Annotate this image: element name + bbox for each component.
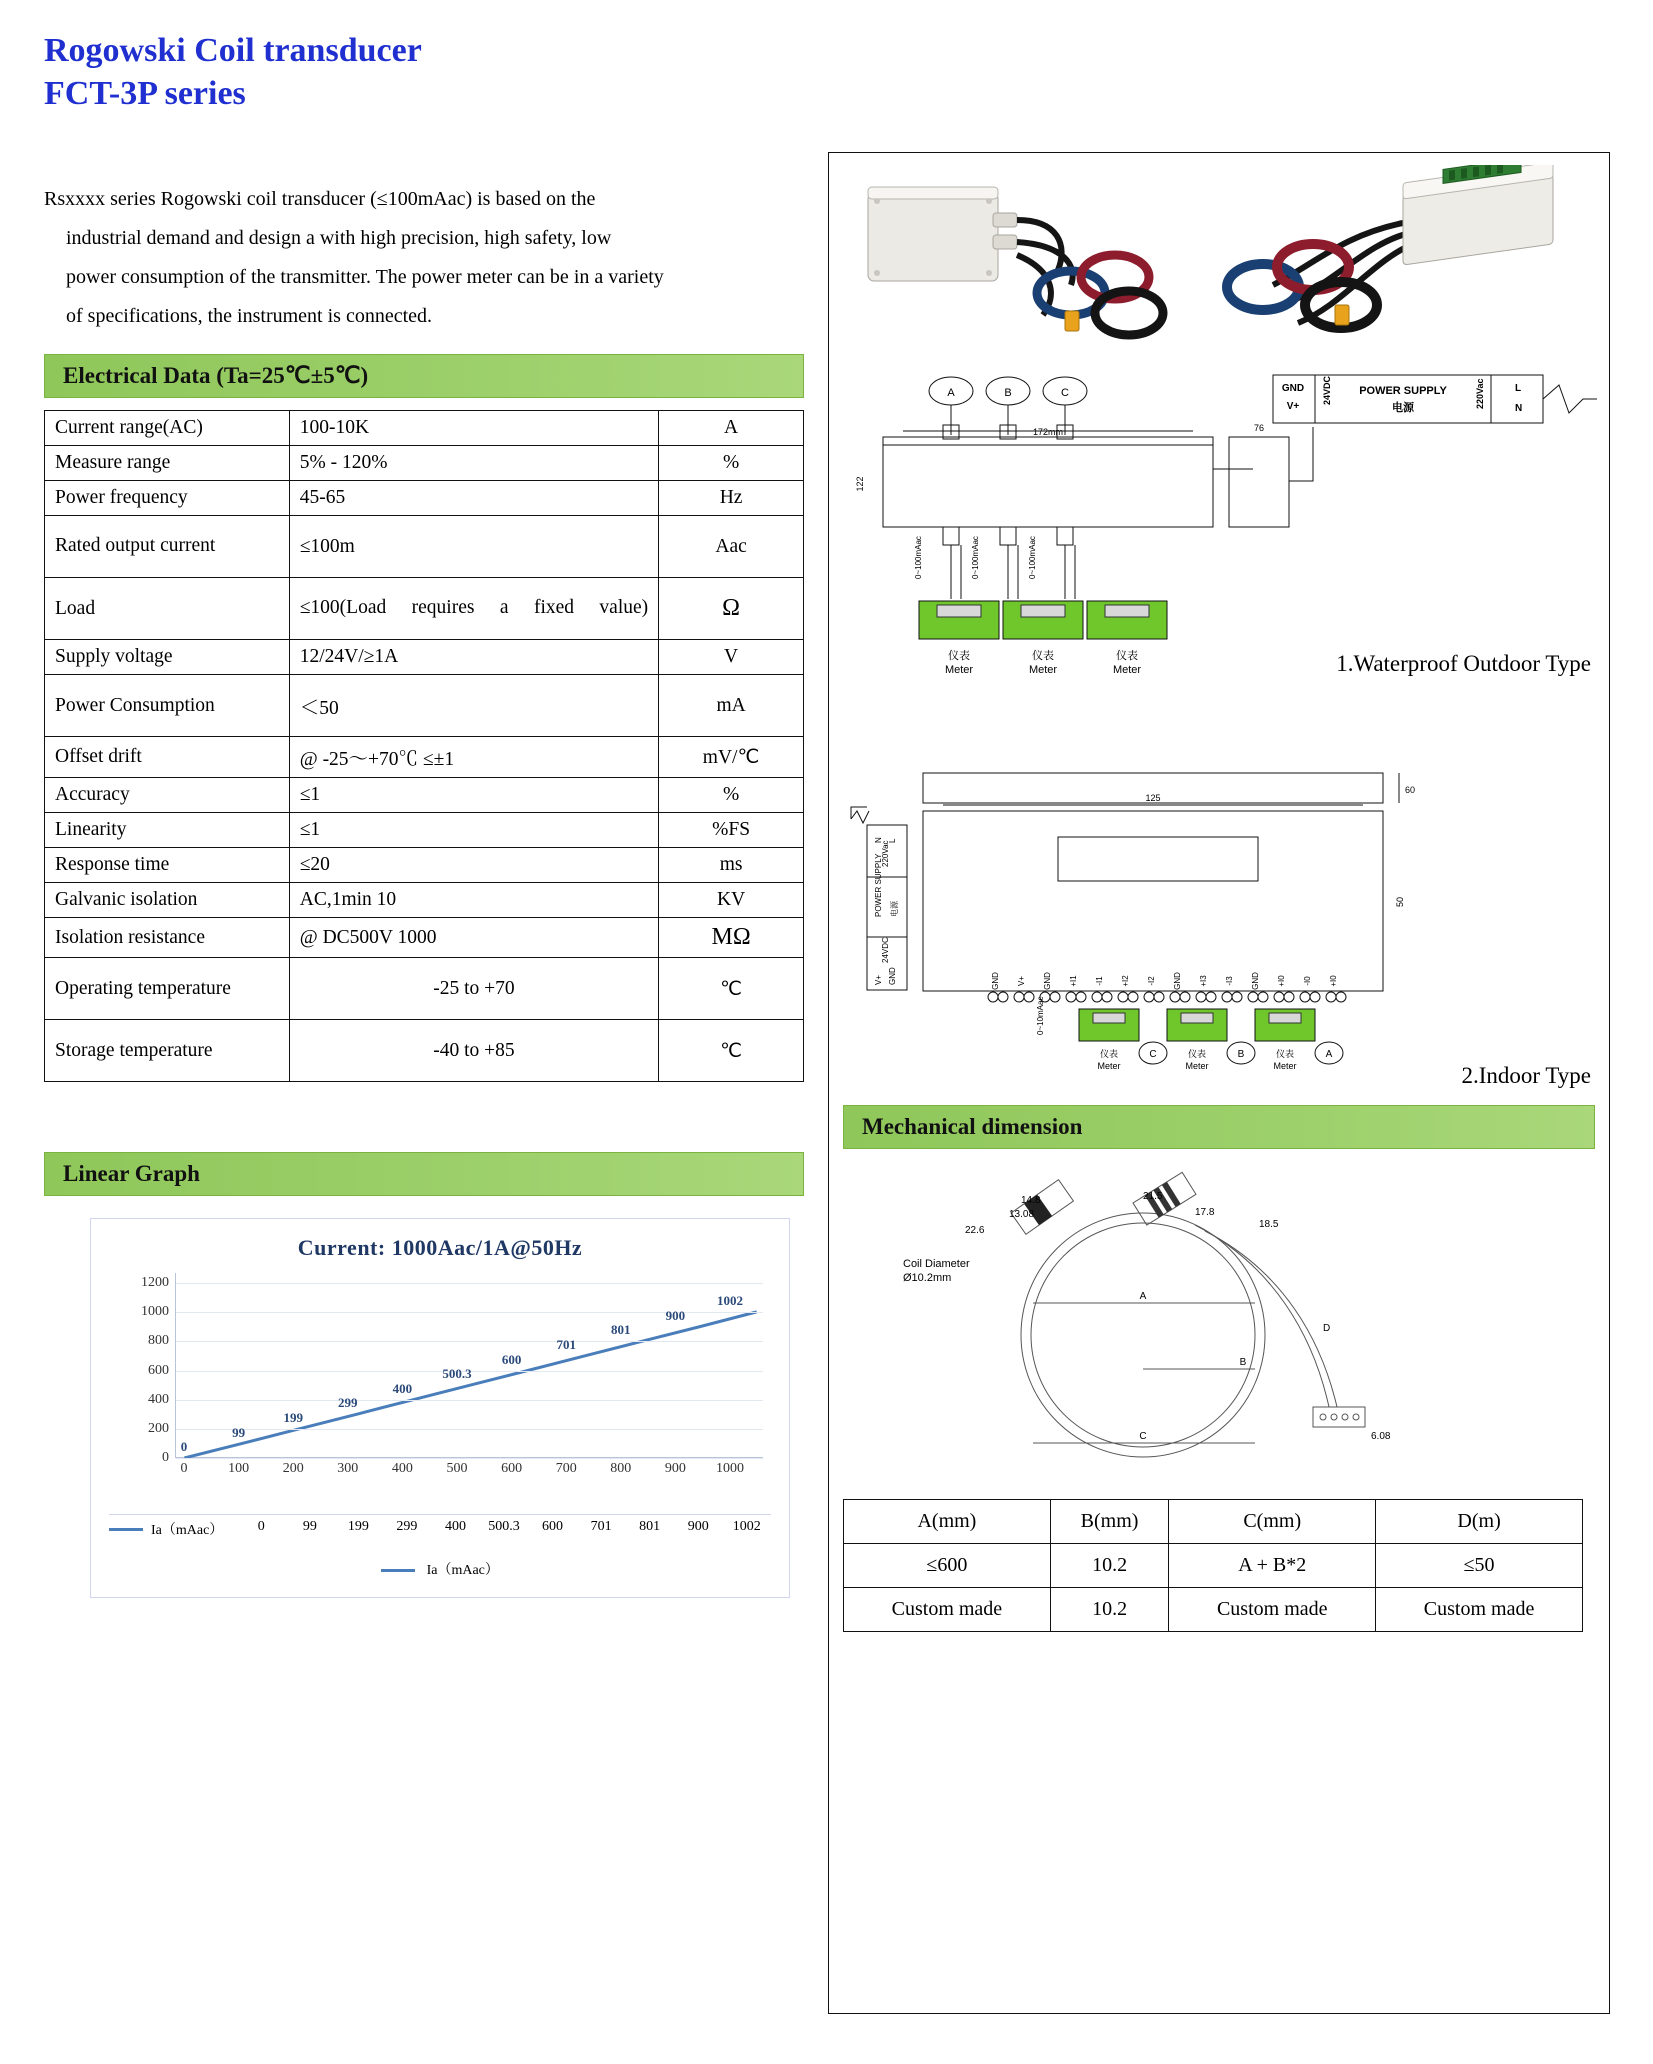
svg-text:B: B bbox=[1004, 387, 1012, 399]
svg-text:GND: GND bbox=[991, 972, 1000, 990]
chart-value-cell: 299 bbox=[396, 1519, 418, 1534]
svg-text:13.08: 13.08 bbox=[1009, 1209, 1035, 1220]
svg-text:+I0: +I0 bbox=[1329, 975, 1338, 987]
spec-param: Storage temperature bbox=[45, 1020, 290, 1082]
spec-unit: KV bbox=[659, 883, 804, 918]
svg-text:24VDC: 24VDC bbox=[881, 937, 890, 963]
svg-text:172mm: 172mm bbox=[1032, 427, 1064, 437]
chart-value-cell: 500.3 bbox=[488, 1519, 520, 1534]
svg-text:125: 125 bbox=[1145, 793, 1161, 803]
spec-param: Offset drift bbox=[45, 737, 290, 778]
chart-x-tick: 800 bbox=[610, 1461, 632, 1476]
chart-data-table bbox=[109, 1514, 771, 1539]
chart-plot-area bbox=[109, 1273, 771, 1476]
intro-line-1: Rsxxxx series Rogowski coil transducer (≤100mAac) is based on the bbox=[44, 188, 596, 210]
svg-text:GND: GND bbox=[1173, 972, 1182, 990]
spec-param: Power Consumption bbox=[45, 675, 290, 737]
chart-x-tick: 600 bbox=[501, 1461, 523, 1476]
left-column bbox=[44, 180, 804, 1598]
chart-legend-entry bbox=[109, 1514, 237, 1539]
spec-unit: %FS bbox=[659, 813, 804, 848]
svg-text:C: C bbox=[1149, 1049, 1157, 1060]
table-row bbox=[45, 640, 804, 675]
chart-gridline bbox=[176, 1429, 763, 1430]
table-row bbox=[45, 848, 804, 883]
svg-text:0~100mAac: 0~100mAac bbox=[914, 536, 923, 579]
section-header-linear-graph bbox=[44, 1152, 804, 1196]
chart-point-label: 500.3 bbox=[442, 1365, 472, 1381]
svg-text:V+: V+ bbox=[874, 974, 883, 985]
svg-text:Meter: Meter bbox=[1185, 1061, 1209, 1071]
chart-gridline bbox=[176, 1400, 763, 1401]
linear-graph-chart bbox=[90, 1218, 790, 1598]
table-row bbox=[45, 675, 804, 737]
chart-point-label: 0 bbox=[180, 1438, 188, 1454]
chart-value-cell: 199 bbox=[347, 1519, 369, 1534]
svg-text:V+: V+ bbox=[1286, 401, 1300, 412]
mechanical-drawing bbox=[843, 1155, 1595, 1485]
svg-text:GND: GND bbox=[1043, 972, 1052, 990]
svg-text:6.08: 6.08 bbox=[1371, 1431, 1391, 1442]
svg-text:0~100mAac: 0~100mAac bbox=[971, 536, 980, 579]
chart-gridline bbox=[176, 1283, 763, 1284]
chart-y-tick: 0 bbox=[162, 1450, 169, 1465]
svg-text:V+: V+ bbox=[1017, 975, 1026, 987]
product-photo bbox=[843, 165, 1595, 365]
product-photo-illustration bbox=[843, 165, 1597, 365]
svg-text:仪表: 仪表 bbox=[1032, 650, 1054, 662]
table-row bbox=[844, 1588, 1583, 1632]
spec-unit: % bbox=[659, 778, 804, 813]
intro-line-3: power consumption of the transmitter. The power meter can be in a variety bbox=[66, 266, 664, 288]
chart-x-tick: 300 bbox=[337, 1461, 359, 1476]
chart-y-tick: 1200 bbox=[141, 1275, 169, 1290]
svg-text:GND: GND bbox=[1251, 972, 1260, 990]
spec-value: @ -25～+70℃ ≤±1 bbox=[289, 737, 658, 778]
spec-value: AC,1min 10 bbox=[289, 883, 658, 918]
spec-unit: ℃ bbox=[659, 958, 804, 1020]
intro-line-2: industrial demand and design a with high precision, high safety, low bbox=[66, 227, 612, 249]
chart-point-label: 600 bbox=[501, 1351, 522, 1367]
spec-param: Operating temperature bbox=[45, 958, 290, 1020]
spec-unit: ms bbox=[659, 848, 804, 883]
chart-value-cell: 600 bbox=[542, 1519, 564, 1534]
chart-gridline bbox=[176, 1458, 763, 1459]
table-row bbox=[45, 578, 804, 640]
chart-point-label: 400 bbox=[392, 1380, 413, 1396]
spec-param: Response time bbox=[45, 848, 290, 883]
section-header-label: Electrical Data (Ta=25℃±5℃) bbox=[63, 363, 369, 388]
svg-text:POWER SUPPLY: POWER SUPPLY bbox=[1359, 385, 1447, 397]
legend-label: Ia（mAac） bbox=[426, 1563, 499, 1578]
spec-param: Galvanic isolation bbox=[45, 883, 290, 918]
chart-x-tick: 0 bbox=[180, 1461, 188, 1476]
svg-text:N: N bbox=[874, 837, 883, 843]
svg-text:-I0: -I0 bbox=[1303, 976, 1312, 986]
svg-text:24VDC: 24VDC bbox=[1322, 375, 1332, 405]
caption-outdoor-type: 1.Waterproof Outdoor Type bbox=[1336, 651, 1591, 676]
dim-cell: Custom made bbox=[1169, 1588, 1376, 1632]
title-line-1: Rogowski Coil transducer bbox=[44, 32, 422, 69]
chart-x-tick: 900 bbox=[664, 1461, 686, 1476]
chart-point-label: 199 bbox=[283, 1409, 303, 1425]
svg-text:0~10mAac: 0~10mAac bbox=[1036, 996, 1045, 1035]
dim-cell: Custom made bbox=[844, 1588, 1051, 1632]
spec-unit: Aac bbox=[659, 516, 804, 578]
chart-value-cell: 400 bbox=[444, 1519, 466, 1534]
svg-text:60: 60 bbox=[1405, 785, 1416, 795]
table-row bbox=[45, 481, 804, 516]
legend-label: Ia（mAac） bbox=[151, 1523, 224, 1538]
spec-param: Current range(AC) bbox=[45, 411, 290, 446]
table-row bbox=[45, 411, 804, 446]
spec-unit: MΩ bbox=[659, 918, 804, 958]
section-header-label: Mechanical dimension bbox=[862, 1114, 1083, 1139]
legend-color-swatch bbox=[381, 1569, 415, 1572]
svg-text:-I3: -I3 bbox=[1225, 976, 1234, 986]
spec-param: Power frequency bbox=[45, 481, 290, 516]
svg-text:C: C bbox=[1139, 1431, 1147, 1442]
chart-value-cell: 0 bbox=[257, 1519, 265, 1534]
svg-text:122: 122 bbox=[855, 476, 865, 492]
table-row bbox=[45, 958, 804, 1020]
chart-y-tick: 1000 bbox=[141, 1304, 169, 1320]
spec-unit: Hz bbox=[659, 481, 804, 516]
wiring-diagram-2-svg bbox=[843, 767, 1597, 1097]
svg-text:GND: GND bbox=[1281, 383, 1305, 394]
spec-value: 100-10K bbox=[289, 411, 658, 446]
svg-text:仪表: 仪表 bbox=[1116, 650, 1138, 662]
svg-text:L: L bbox=[888, 838, 897, 843]
chart-y-tick: 200 bbox=[148, 1420, 169, 1436]
svg-text:Meter: Meter bbox=[1097, 1061, 1121, 1071]
chart-y-tick: 400 bbox=[148, 1391, 169, 1407]
intro-paragraph bbox=[44, 180, 804, 336]
dimension-table bbox=[843, 1499, 1583, 1632]
chart-gridline bbox=[176, 1341, 763, 1342]
electrical-data-table bbox=[44, 410, 804, 1082]
chart-plot bbox=[175, 1273, 763, 1476]
spec-param: Accuracy bbox=[45, 778, 290, 813]
section-header-electrical-data bbox=[44, 354, 804, 398]
spec-unit: % bbox=[659, 446, 804, 481]
dim-cell: 10.2 bbox=[1050, 1588, 1168, 1632]
svg-text:Coil Diameter: Coil Diameter bbox=[903, 1258, 970, 1270]
spec-value: ＜50 bbox=[289, 675, 658, 737]
chart-value-cells bbox=[237, 1514, 771, 1539]
spec-unit: A bbox=[659, 411, 804, 446]
right-column bbox=[828, 152, 1610, 2014]
chart-point-label: 99 bbox=[232, 1424, 246, 1440]
wiring-diagram-indoor bbox=[843, 767, 1595, 1097]
spec-param: Rated output current bbox=[45, 516, 290, 578]
table-row bbox=[45, 1020, 804, 1082]
table-header-row bbox=[844, 1500, 1583, 1544]
svg-text:仪表: 仪表 bbox=[1275, 1049, 1295, 1059]
intro-line-4: of specifications, the instrument is connected. bbox=[66, 305, 433, 327]
svg-text:-I1: -I1 bbox=[1095, 976, 1104, 986]
table-row bbox=[45, 778, 804, 813]
svg-text:18.5: 18.5 bbox=[1259, 1219, 1279, 1230]
svg-text:电源: 电源 bbox=[1392, 402, 1414, 414]
chart-value-cell: 701 bbox=[590, 1519, 612, 1534]
svg-text:Meter: Meter bbox=[944, 664, 974, 676]
svg-text:仪表: 仪表 bbox=[1099, 1049, 1119, 1059]
dim-cell: 10.2 bbox=[1050, 1544, 1168, 1588]
table-row bbox=[45, 737, 804, 778]
chart-value-cell: 900 bbox=[687, 1519, 709, 1534]
dim-cell: ≤600 bbox=[844, 1544, 1051, 1588]
spec-value: -40 to +85 bbox=[289, 1020, 658, 1082]
chart-x-tick: 700 bbox=[555, 1461, 577, 1476]
spec-value: ≤20 bbox=[289, 848, 658, 883]
chart-x-tick: 1000 bbox=[716, 1461, 744, 1476]
chart-y-tick: 800 bbox=[148, 1333, 169, 1349]
svg-text:0~100mAac: 0~100mAac bbox=[1028, 536, 1037, 579]
caption-indoor-type: 2.Indoor Type bbox=[1461, 1063, 1591, 1088]
svg-text:+I0: +I0 bbox=[1277, 975, 1286, 987]
spec-value: 12/24V/≥1A bbox=[289, 640, 658, 675]
chart-x-tick: 400 bbox=[391, 1461, 413, 1476]
dim-cell: A + B*2 bbox=[1169, 1544, 1376, 1588]
svg-text:B: B bbox=[1237, 1049, 1245, 1060]
chart-y-axis bbox=[109, 1273, 175, 1465]
svg-text:B: B bbox=[1239, 1357, 1247, 1368]
section-header-label: Linear Graph bbox=[63, 1161, 200, 1186]
svg-text:220Vac: 220Vac bbox=[881, 840, 890, 867]
svg-text:GND: GND bbox=[888, 967, 897, 985]
spec-unit: mA bbox=[659, 675, 804, 737]
wiring-diagram-1-svg bbox=[843, 369, 1597, 761]
svg-text:Meter: Meter bbox=[1028, 664, 1058, 676]
document-title bbox=[44, 30, 422, 115]
title-line-2: FCT-3P series bbox=[44, 74, 246, 112]
svg-text:L: L bbox=[1515, 383, 1522, 394]
dim-cell: ≤50 bbox=[1376, 1544, 1583, 1588]
dim-header: A(mm) bbox=[844, 1500, 1051, 1544]
svg-text:Meter: Meter bbox=[1273, 1061, 1297, 1071]
spec-value: ≤1 bbox=[289, 778, 658, 813]
chart-point-label: 701 bbox=[556, 1336, 576, 1352]
spec-param: Load bbox=[45, 578, 290, 640]
chart-value-cell: 801 bbox=[639, 1519, 661, 1534]
dim-cell: Custom made bbox=[1376, 1588, 1583, 1632]
spec-unit: mV/℃ bbox=[659, 737, 804, 778]
svg-text:50: 50 bbox=[1395, 896, 1405, 907]
chart-point-label: 801 bbox=[611, 1321, 631, 1337]
spec-value: @ DC500V 1000 bbox=[289, 918, 658, 958]
svg-text:14.8: 14.8 bbox=[1021, 1195, 1041, 1206]
spec-unit: V bbox=[659, 640, 804, 675]
table-row bbox=[45, 883, 804, 918]
spec-param: Linearity bbox=[45, 813, 290, 848]
svg-text:仪表: 仪表 bbox=[948, 650, 970, 662]
chart-point-label: 900 bbox=[665, 1307, 686, 1323]
chart-value-cell: 99 bbox=[302, 1519, 317, 1534]
svg-text:22.6: 22.6 bbox=[965, 1225, 985, 1236]
spec-value: 45-65 bbox=[289, 481, 658, 516]
svg-text:+I2: +I2 bbox=[1121, 975, 1130, 987]
chart-x-tick: 500 bbox=[446, 1461, 468, 1476]
table-row bbox=[45, 918, 804, 958]
chart-point-label: 1002 bbox=[717, 1292, 743, 1308]
spec-unit: ℃ bbox=[659, 1020, 804, 1082]
svg-text:Meter: Meter bbox=[1112, 664, 1142, 676]
spec-value: 5% - 120% bbox=[289, 446, 658, 481]
svg-text:21.5: 21.5 bbox=[1143, 1191, 1163, 1202]
svg-text:-I2: -I2 bbox=[1147, 976, 1156, 986]
svg-text:A: A bbox=[1139, 1291, 1147, 1302]
svg-text:D: D bbox=[1323, 1323, 1331, 1334]
wiring-diagram-outdoor bbox=[843, 369, 1595, 761]
dim-header: C(mm) bbox=[1169, 1500, 1376, 1544]
svg-text:A: A bbox=[947, 387, 955, 399]
svg-text:Ø10.2mm: Ø10.2mm bbox=[903, 1272, 952, 1284]
spec-value: -25 to +70 bbox=[289, 958, 658, 1020]
spec-param: Measure range bbox=[45, 446, 290, 481]
chart-title: Current: 1000Aac/1A@50Hz bbox=[297, 1235, 583, 1260]
chart-value-cell: 1002 bbox=[732, 1519, 761, 1534]
spec-value: ≤100(Load requires a fixed value) bbox=[289, 578, 658, 640]
spec-value: ≤1 bbox=[289, 813, 658, 848]
chart-x-tick: 200 bbox=[282, 1461, 304, 1476]
svg-text:POWER SUPPLY: POWER SUPPLY bbox=[874, 853, 883, 917]
table-row bbox=[45, 446, 804, 481]
svg-text:N: N bbox=[1515, 403, 1523, 414]
svg-text:+I3: +I3 bbox=[1199, 975, 1208, 987]
legend-color-swatch bbox=[109, 1528, 143, 1531]
dim-header: B(mm) bbox=[1050, 1500, 1168, 1544]
section-header-mechanical-dimension bbox=[843, 1105, 1595, 1149]
spec-value: ≤100m bbox=[289, 516, 658, 578]
svg-text:17.8: 17.8 bbox=[1195, 1207, 1215, 1218]
spec-unit: Ω bbox=[659, 578, 804, 640]
svg-text:A: A bbox=[1325, 1049, 1333, 1060]
mechanical-drawing-svg bbox=[843, 1155, 1583, 1485]
spec-param: Supply voltage bbox=[45, 640, 290, 675]
svg-text:76: 76 bbox=[1253, 423, 1265, 433]
chart-point-label: 299 bbox=[338, 1395, 358, 1411]
dim-header: D(m) bbox=[1376, 1500, 1583, 1544]
table-row bbox=[844, 1544, 1583, 1588]
chart-legend-bottom bbox=[91, 1559, 789, 1579]
svg-text:C: C bbox=[1061, 387, 1069, 399]
table-row bbox=[45, 813, 804, 848]
svg-text:仪表: 仪表 bbox=[1187, 1049, 1207, 1059]
chart-x-tick: 100 bbox=[228, 1461, 250, 1476]
svg-text:+I1: +I1 bbox=[1069, 975, 1078, 987]
svg-text:电源: 电源 bbox=[890, 901, 899, 917]
svg-text:220Vac: 220Vac bbox=[1475, 378, 1485, 409]
table-row bbox=[45, 516, 804, 578]
chart-y-tick: 600 bbox=[148, 1362, 169, 1378]
spec-param: Isolation resistance bbox=[45, 918, 290, 958]
